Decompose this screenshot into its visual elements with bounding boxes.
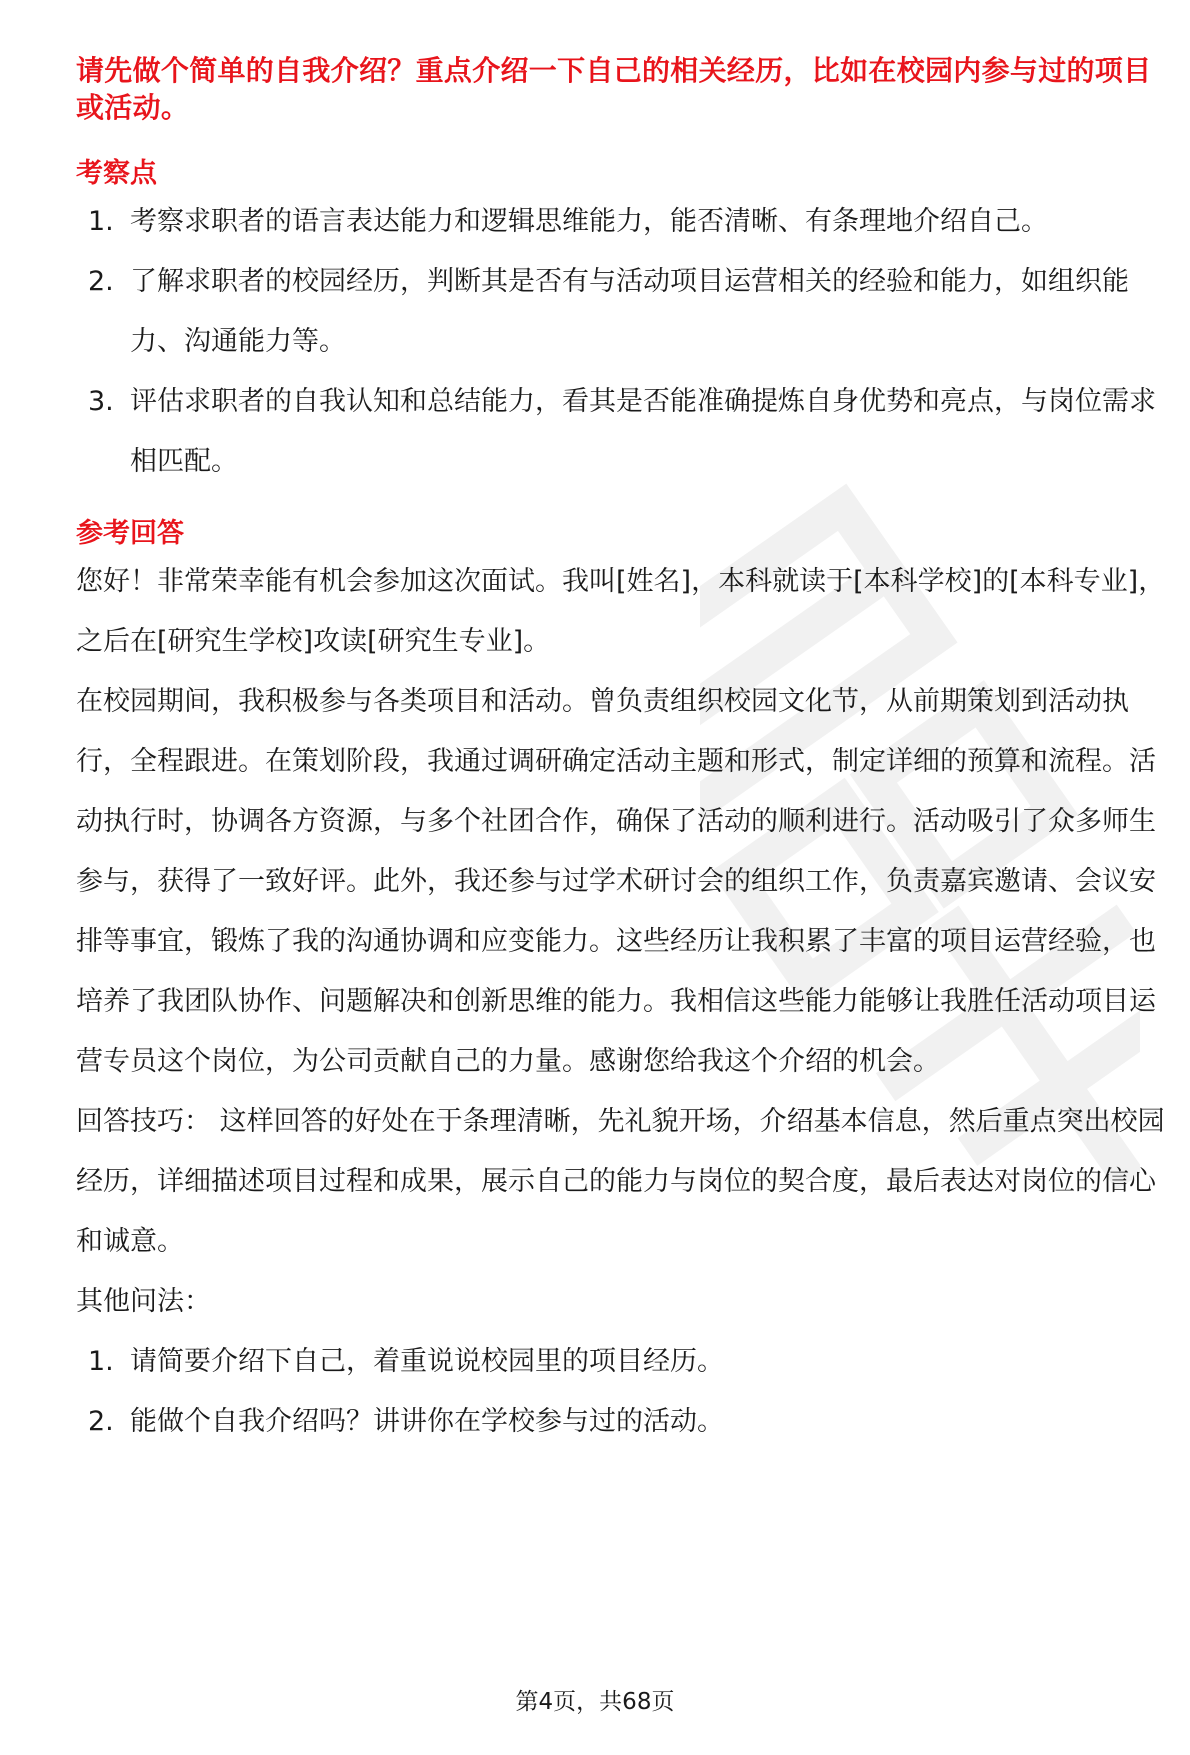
section-heading-points: 考察点 bbox=[76, 158, 157, 189]
list-number: 2. bbox=[88, 1406, 114, 1437]
list-number: 1. bbox=[88, 206, 114, 237]
list-number: 1. bbox=[88, 1346, 114, 1377]
list-item bbox=[76, 1392, 1166, 1452]
list-item-text: 了解求职者的校园经历，判断其是否有与活动项目运营相关的经验和能力，如组织能力、沟通能力等。 bbox=[130, 266, 1129, 357]
page-footer: 第4页，共68页 bbox=[515, 1689, 675, 1715]
list-item bbox=[76, 192, 1166, 252]
list-item bbox=[76, 372, 1166, 492]
document-content bbox=[76, 52, 1166, 1452]
list-number: 3. bbox=[88, 386, 114, 417]
assessment-points-list bbox=[76, 192, 1166, 492]
list-item bbox=[76, 1332, 1166, 1392]
list-item-text: 考察求职者的语言表达能力和逻辑思维能力，能否清晰、有条理地介绍自己。 bbox=[130, 206, 1048, 237]
list-number: 2. bbox=[88, 266, 114, 297]
answer-intro-paragraph: 您好！非常荣幸能有机会参加这次面试。我叫[姓名]，本科就读于[本科学校]的[本科专业]，之后在[研究生学校]攻读[研究生专业]。 bbox=[76, 566, 1166, 657]
answer-campus-paragraph: 在校园期间，我积极参与各类项目和活动。曾负责组织校园文化节，从前期策划到活动执行，全程跟进。在策划阶段，我通过调研确定活动主题和形式，制定详细的预算和流程。活动执行时，协调各方资源，与多个社团合作，确保了活动的顺利进行。活动吸引了众多师生参与，获得了一致好评。此外，我还参与过学术研讨会的组织工作，负责嘉宾邀请、会议安排等事宜，锻炼了我的沟通协调和应变能力。这些经历让我积累了丰富的项目运营经验，也培养了我团队协作、问题解决和创新思维的能力。我相信这些能力能够让我胜任活动项目运营专员这个岗位，为公司贡献自己的力量。感谢您给我这个介绍的机会。 bbox=[76, 686, 1156, 1077]
list-item-text: 能做个自我介绍吗？讲讲你在学校参与过的活动。 bbox=[130, 1406, 724, 1437]
other-questions-heading: 其他问法： bbox=[76, 1286, 211, 1317]
other-questions-list bbox=[76, 1332, 1166, 1452]
list-item bbox=[76, 252, 1166, 372]
section-heading-answer: 参考回答 bbox=[76, 518, 184, 549]
question-title: 请先做个简单的自我介绍？重点介绍一下自己的相关经历，比如在校园内参与过的项目或活动。 bbox=[76, 54, 1152, 124]
answer-tips-paragraph: 回答技巧： 这样回答的好处在于条理清晰，先礼貌开场，介绍基本信息，然后重点突出校园经历，详细描述项目过程和成果，展示自己的能力与岗位的契合度，最后表达对岗位的信心和诚意。 bbox=[76, 1106, 1165, 1257]
list-item-text: 请简要介绍下自己，着重说说校园里的项目经历。 bbox=[130, 1346, 724, 1377]
list-item-text: 评估求职者的自我认知和总结能力，看其是否能准确提炼自身优势和亮点，与岗位需求相匹配。 bbox=[130, 386, 1156, 477]
